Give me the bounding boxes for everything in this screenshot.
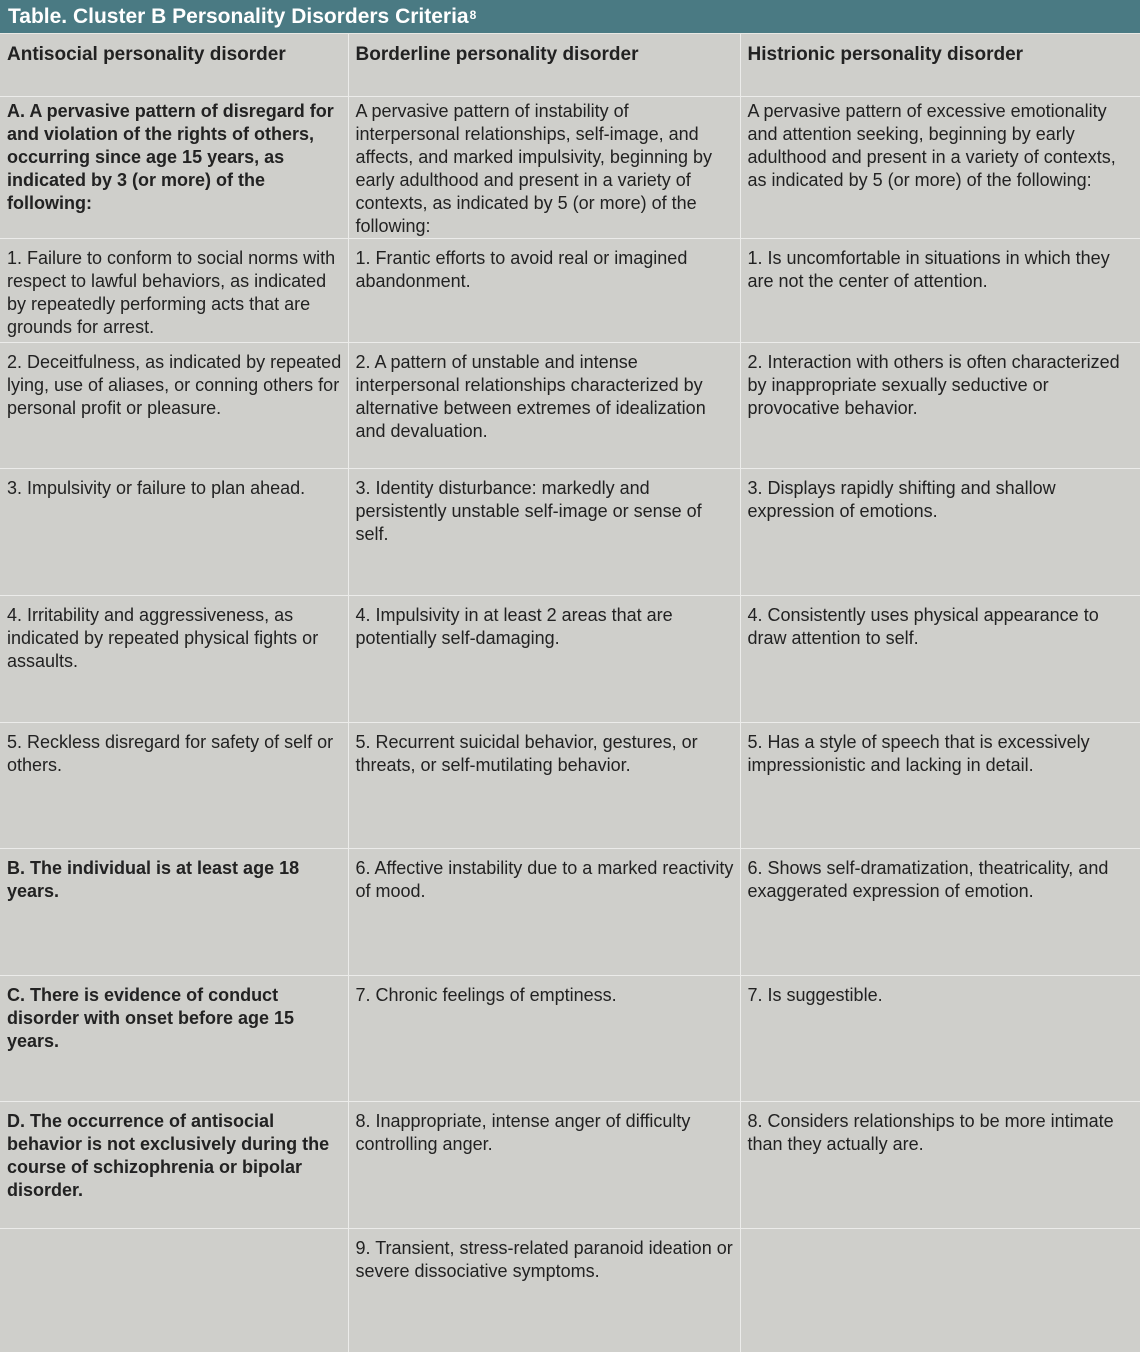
column-header-histrionic: Histrionic personality disorder	[740, 34, 1140, 96]
cell-histrionic: 4. Consistently uses physical appearance to draw attention to self.	[740, 595, 1140, 722]
table-row	[0, 238, 1140, 342]
table-title-footnote: 8	[469, 8, 477, 22]
cell-borderline: 7. Chronic feelings of emptiness.	[348, 975, 740, 1101]
table-row	[0, 342, 1140, 468]
column-header-antisocial: Antisocial personality disorder	[0, 34, 348, 96]
table-row	[0, 722, 1140, 848]
cell-histrionic-empty	[740, 1228, 1140, 1352]
cell-borderline: 4. Impulsivity in at least 2 areas that are potentially self-damaging.	[348, 595, 740, 722]
cell-antisocial: 5. Reckless disregard for safety of self or others.	[0, 722, 348, 848]
cell-antisocial: 3. Impulsivity or failure to plan ahead.	[0, 468, 348, 595]
cell-antisocial-criterion-d: D. The occurrence of antisocial behavior is not exclusively during the course of schizophrenia or bipolar disorder.	[0, 1101, 348, 1228]
cell-borderline: 3. Identity disturbance: markedly and persistently unstable self-image or sense of self.	[348, 468, 740, 595]
cell-antisocial: 4. Irritability and aggressiveness, as indicated by repeated physical fights or assaults.	[0, 595, 348, 722]
cell-antisocial-criterion-b: B. The individual is at least age 18 years.	[0, 848, 348, 975]
cell-antisocial-criterion-c: C. There is evidence of conduct disorder with onset before age 15 years.	[0, 975, 348, 1101]
cell-borderline: 5. Recurrent suicidal behavior, gestures, or threats, or self-mutilating behavior.	[348, 722, 740, 848]
cell-histrionic: 6. Shows self-dramatization, theatricality, and exaggerated expression of emotion.	[740, 848, 1140, 975]
cell-histrionic: 3. Displays rapidly shifting and shallow expression of emotions.	[740, 468, 1140, 595]
cell-borderline: 8. Inappropriate, intense anger of difficulty controlling anger.	[348, 1101, 740, 1228]
table-row	[0, 1101, 1140, 1228]
cell-antisocial: 2. Deceitfulness, as indicated by repeated lying, use of aliases, or conning others for personal profit or pleasure.	[0, 342, 348, 468]
cell-borderline: 6. Affective instability due to a marked reactivity of mood.	[348, 848, 740, 975]
cell-borderline: 1. Frantic efforts to avoid real or imagined abandonment.	[348, 238, 740, 342]
cell-histrionic: 7. Is suggestible.	[740, 975, 1140, 1101]
table-title-text: Table. Cluster B Personality Disorders Criteria	[8, 5, 469, 28]
table-row	[0, 468, 1140, 595]
cell-histrionic: 2. Interaction with others is often characterized by inappropriate sexually seductive or provocative behavior.	[740, 342, 1140, 468]
table-row	[0, 595, 1140, 722]
cell-antisocial: 1. Failure to conform to social norms with respect to lawful behaviors, as indicated by repeatedly performing acts that are grounds for arrest.	[0, 238, 348, 342]
table-title	[0, 0, 1140, 34]
criteria-table	[0, 34, 1140, 1352]
cell-borderline-intro: A pervasive pattern of instability of interpersonal relationships, self-image, and affects, and marked impulsivity, beginning by early adulthood and present in a variety of contexts, as indicated by 5 (or more) of the following:	[348, 96, 740, 238]
table-row	[0, 1228, 1140, 1352]
header-row	[0, 34, 1140, 96]
cell-histrionic: 8. Considers relationships to be more intimate than they actually are.	[740, 1101, 1140, 1228]
cell-histrionic-intro: A pervasive pattern of excessive emotionality and attention seeking, beginning by early adulthood and present in a variety of contexts, as indicated by 5 (or more) of the following:	[740, 96, 1140, 238]
table-row	[0, 848, 1140, 975]
cell-borderline: 2. A pattern of unstable and intense interpersonal relationships characterized by alternative between extremes of idealization and devaluation.	[348, 342, 740, 468]
cell-borderline: 9. Transient, stress-related paranoid ideation or severe dissociative symptoms.	[348, 1228, 740, 1352]
table-row-intro	[0, 96, 1140, 238]
column-header-borderline: Borderline personality disorder	[348, 34, 740, 96]
cell-antisocial-empty	[0, 1228, 348, 1352]
table-row	[0, 975, 1140, 1101]
cell-antisocial-criterion-a: A. A pervasive pattern of disregard for and violation of the rights of others, occurring since age 15 years, as indicated by 3 (or more) of the following:	[0, 96, 348, 238]
cell-histrionic: 5. Has a style of speech that is excessively impressionistic and lacking in detail.	[740, 722, 1140, 848]
cell-histrionic: 1. Is uncomfortable in situations in which they are not the center of attention.	[740, 238, 1140, 342]
